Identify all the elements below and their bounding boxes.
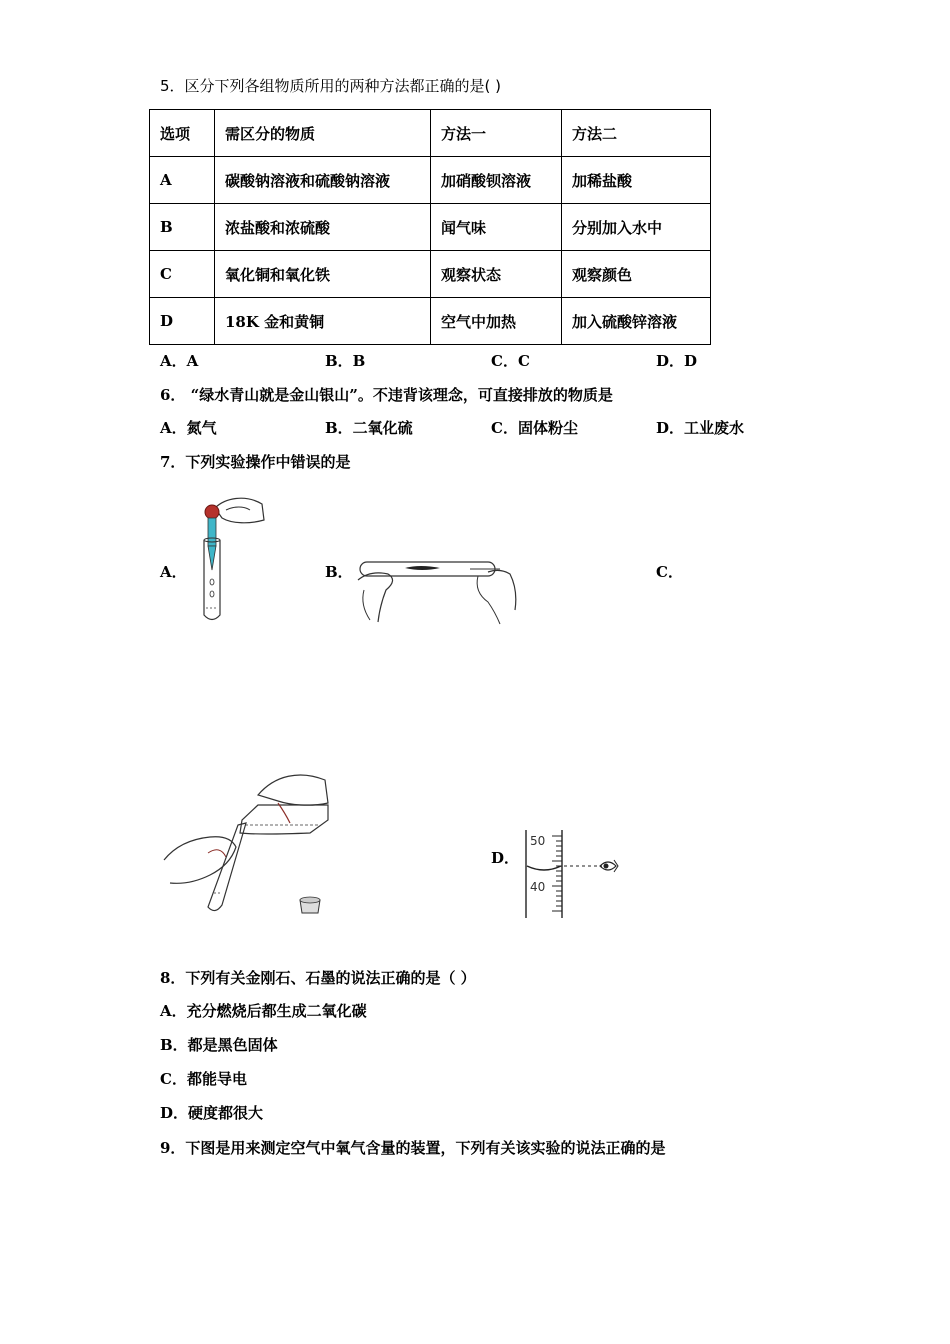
table-row [150, 204, 711, 251]
dropper-in-test-tube-illustration [190, 490, 270, 625]
q5-choice-a[interactable]: A．A [160, 352, 199, 370]
q5-choice-d[interactable]: D．D [656, 352, 698, 370]
pouring-liquid-illustration [160, 765, 340, 920]
q7-label-a[interactable]: A． [160, 563, 187, 581]
table-cell: 18K 金和黄铜 [215, 298, 431, 345]
q5-choice-c[interactable]: C．C [491, 352, 530, 370]
q7-stem: 7．下列实验操作中错误的是 [160, 453, 351, 471]
q5-choice-b[interactable]: B．B [325, 352, 366, 370]
eye-icon [600, 860, 618, 872]
table-cell: 观察状态 [431, 251, 562, 298]
table-cell: 加稀盐酸 [562, 157, 711, 204]
header-cell: 方法一 [431, 110, 562, 157]
q7-label-b[interactable]: B． [325, 563, 353, 581]
header-cell: 需区分的物质 [215, 110, 431, 157]
table-cell: C [150, 251, 215, 298]
q8-choice-b[interactable]: B．都是黑色固体 [160, 1036, 278, 1054]
table-cell: D [150, 298, 215, 345]
table-row [150, 298, 711, 345]
q6-choice-b[interactable]: B．二氧化硫 [325, 419, 413, 437]
q7-label-c[interactable]: C． [656, 563, 683, 581]
table-cell: A [150, 157, 215, 204]
q8-choice-c[interactable]: C．都能导电 [160, 1070, 247, 1088]
header-cell: 选项 [150, 110, 215, 157]
q6-choice-a[interactable]: A．氮气 [160, 419, 217, 437]
q6-stem: 6． “绿水青山就是金山银山”。不违背该理念，可直接排放的物质是 [160, 386, 613, 404]
graduated-cylinder-reading-illustration [518, 828, 628, 920]
q5-stem: 5．区分下列各组物质所用的两种方法都正确的是( ) [160, 77, 502, 95]
q6-choice-d[interactable]: D．工业废水 [656, 419, 745, 437]
q9-stem: 9．下图是用来测定空气中氧气含量的装置，下列有关该实验的说法正确的是 [160, 1139, 666, 1157]
header-cell: 方法二 [562, 110, 711, 157]
table-cell: 观察颜色 [562, 251, 711, 298]
table-cell: 闻气味 [431, 204, 562, 251]
q5-options-table [149, 109, 711, 345]
table-cell: B [150, 204, 215, 251]
table-row [150, 157, 711, 204]
hands-holding-test-tube-illustration [350, 550, 525, 630]
table-cell: 空气中加热 [431, 298, 562, 345]
table-cell: 分别加入水中 [562, 204, 711, 251]
q8-choice-a[interactable]: A．充分燃烧后都生成二氧化碳 [160, 1002, 367, 1020]
q8-choice-d[interactable]: D．硬度都很大 [160, 1104, 264, 1122]
cylinder-tick-40: 40 [530, 880, 546, 894]
table-header-row [150, 110, 711, 157]
table-cell: 碳酸钠溶液和硫酸钠溶液 [215, 157, 431, 204]
q7-label-d[interactable]: D． [491, 849, 520, 867]
table-cell: 氧化铜和氧化铁 [215, 251, 431, 298]
table-cell: 加入硫酸锌溶液 [562, 298, 711, 345]
q8-stem: 8．下列有关金刚石、石墨的说法正确的是（ ） [160, 969, 476, 987]
cylinder-tick-50: 50 [530, 834, 546, 848]
table-cell: 浓盐酸和浓硫酸 [215, 204, 431, 251]
table-row [150, 251, 711, 298]
q6-choice-c[interactable]: C．固体粉尘 [491, 419, 578, 437]
table-cell: 加硝酸钡溶液 [431, 157, 562, 204]
